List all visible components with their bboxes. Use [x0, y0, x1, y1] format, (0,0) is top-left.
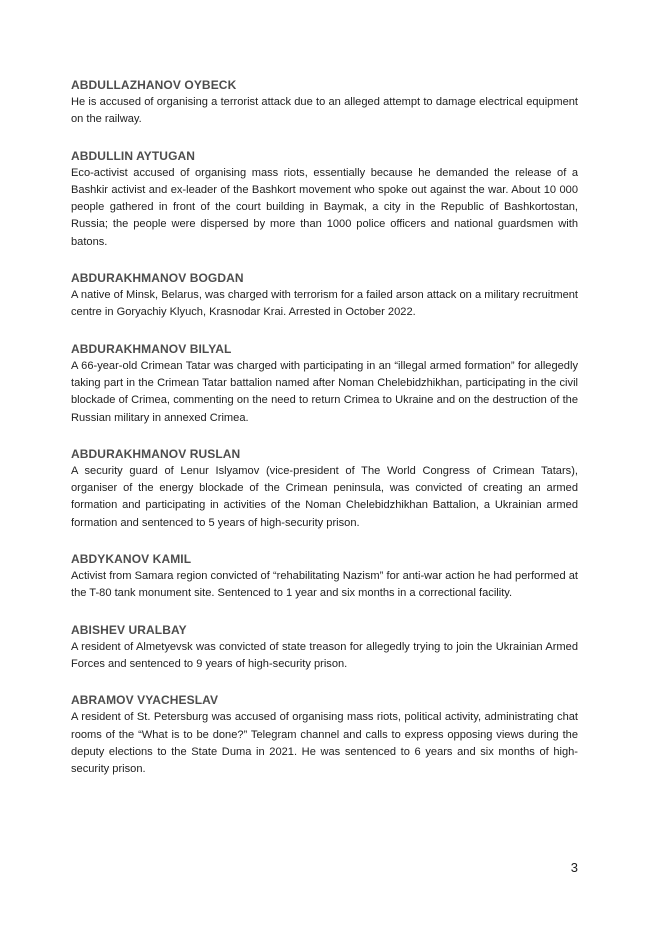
entry-name: ABDURAKHMANOV BOGDAN — [71, 271, 244, 286]
entry — [71, 340, 578, 427]
entry-name: ABDURAKHMANOV RUSLAN — [71, 446, 241, 461]
entry — [71, 550, 578, 603]
entry-bio: A 66-year-old Crimean Tatar was charged with participating in an “illegal armed formation” for allegedly taking part in the Crimean Tatar battalion named after Noman Chelebidzhikhan, participating in the civil blockade of Crimea, commenting on the need to return Crimea to Ukraine and on the destruction of the Russian military in annexed Crimea. — [71, 359, 578, 424]
page-number: 3 — [570, 860, 578, 875]
entry-name: ABDULLIN AYTUGAN — [71, 148, 196, 163]
entry-name: ABDULLAZHANOV OYBECK — [71, 78, 237, 92]
entry-bio: Eco-activist accused of organising mass riots, essentially because he demanded the release of a Bashkir activist and ex-leader of the Bashkort movement who spoke out against the war. About 10 000 people gathered in front of the court building in Baymak, a city in the Republic of Bashkortostan, Russia; the people were dispersed by more than 1000 police officers and national guardsmen with batons. — [71, 166, 578, 248]
entry-name: ABDYKANOV KAMIL — [71, 552, 192, 567]
entries-list — [71, 76, 578, 796]
entry — [71, 269, 578, 322]
entry — [71, 621, 578, 674]
entry-name: ABDURAKHMANOV BILYAL — [71, 341, 232, 356]
entry-bio: Activist from Samara region convicted of “rehabilitating Nazism” for anti-war action he had performed at the T-80 tank monument site. Sentenced to 1 year and six months in a correctional facility. — [71, 570, 578, 600]
entry-bio: A security guard of Lenur Islyamov (vice-president of The World Congress of Crimean Tatars), organiser of the energy blockade of the Crimean peninsula, was convicted of creating an armed formation and participating in activities of the Noman Chelebidzhikhan Battalion, a Ukrainian armed formation and sentenced to 5 years of high-security prison. — [71, 464, 578, 529]
entry — [71, 147, 578, 251]
entry — [71, 445, 578, 532]
entry-bio: A resident of St. Petersburg was accused of organising mass riots, political activity, administrating chat rooms of the “What is to be done?” Telegram channel and calls to express opposing views during the deputy elections to the State Duma in 2021. He was sentenced to 6 years and six months of high-security prison. — [71, 711, 578, 776]
entry — [71, 76, 578, 129]
entry-bio: He is accused of organising a terrorist attack due to an alleged attempt to damage electrical equipment on the railway. — [71, 96, 578, 126]
entry-bio: A resident of Almetyevsk was convicted of state treason for allegedly trying to join the Ukrainian Armed Forces and sentenced to 9 years of high-security prison. — [71, 640, 578, 670]
entry-name: ABRAMOV VYACHESLAV — [71, 693, 219, 708]
entry — [71, 691, 578, 778]
entry-bio: A native of Minsk, Belarus, was charged with terrorism for a failed arson attack on a military recruitment centre in Goryachiy Klyuch, Krasnodar Krai. Arrested in October 2022. — [71, 289, 578, 319]
entry-name: ABISHEV URALBAY — [71, 622, 187, 637]
